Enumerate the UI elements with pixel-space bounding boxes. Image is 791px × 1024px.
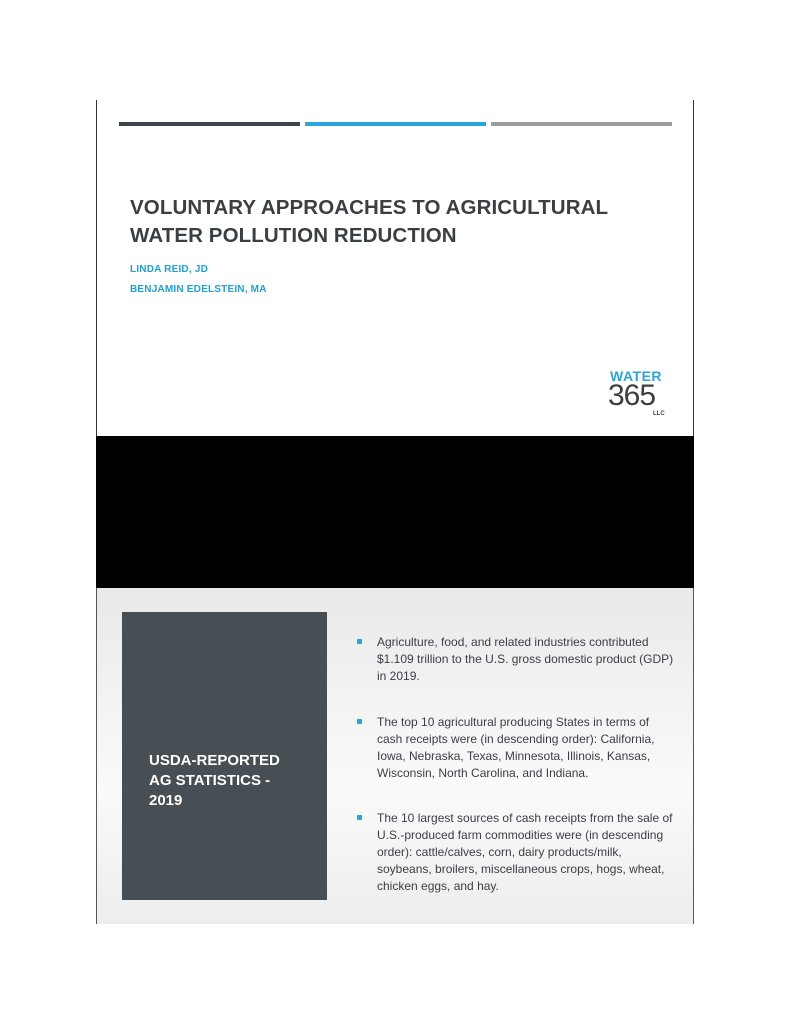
accent-bar-gray	[491, 122, 672, 126]
bullet-square-icon	[357, 719, 362, 724]
bullet-text: The 10 largest sources of cash receipts from the sale of U.S.-produced farm commodities were (in descending order): cattle/calves, corn, dairy products/milk, soybeans, broilers, miscellaneous crops, hogs, wheat, chicken eggs, and hay.	[377, 811, 673, 893]
logo-word: WATER	[610, 368, 663, 384]
water365-logo	[608, 368, 672, 420]
bullet-square-icon	[357, 639, 362, 644]
title-slide	[96, 100, 694, 437]
statistics-heading: USDA-REPORTED AG STATISTICS - 2019	[149, 752, 280, 809]
black-band	[96, 436, 694, 588]
accent-bar-dark	[119, 122, 300, 126]
author-2: BENJAMIN EDELSTEIN, MA	[130, 284, 267, 295]
slide-title	[130, 194, 670, 250]
logo-suffix: LLC	[653, 411, 665, 417]
slide-title-line2: WATER POLLUTION REDUCTION	[130, 224, 457, 247]
slide-title-line1: VOLUNTARY APPROACHES TO AGRICULTURAL	[130, 196, 609, 219]
accent-bar-blue	[305, 122, 486, 126]
bullet-square-icon	[357, 815, 362, 820]
bullet-item-commodities	[355, 810, 675, 895]
bullet-text: Agriculture, food, and related industries contributed $1.109 trillion to the U.S. gross domestic product (GDP) in 2019.	[377, 635, 674, 683]
author-1: LINDA REID, JD	[130, 264, 208, 275]
statistics-slide	[96, 588, 694, 924]
bullet-item-top-states	[355, 714, 675, 782]
logo-number: 365	[608, 379, 656, 412]
bullet-item-gdp	[355, 634, 675, 685]
bullet-text: The top 10 agricultural producing States in terms of cash receipts were (in descending order): California, Iowa, Nebraska, Texas, Minnesota, Illinois, Kansas, Wisconsin, North Carolina, and Indiana.	[377, 715, 655, 780]
heading-box	[122, 612, 327, 900]
